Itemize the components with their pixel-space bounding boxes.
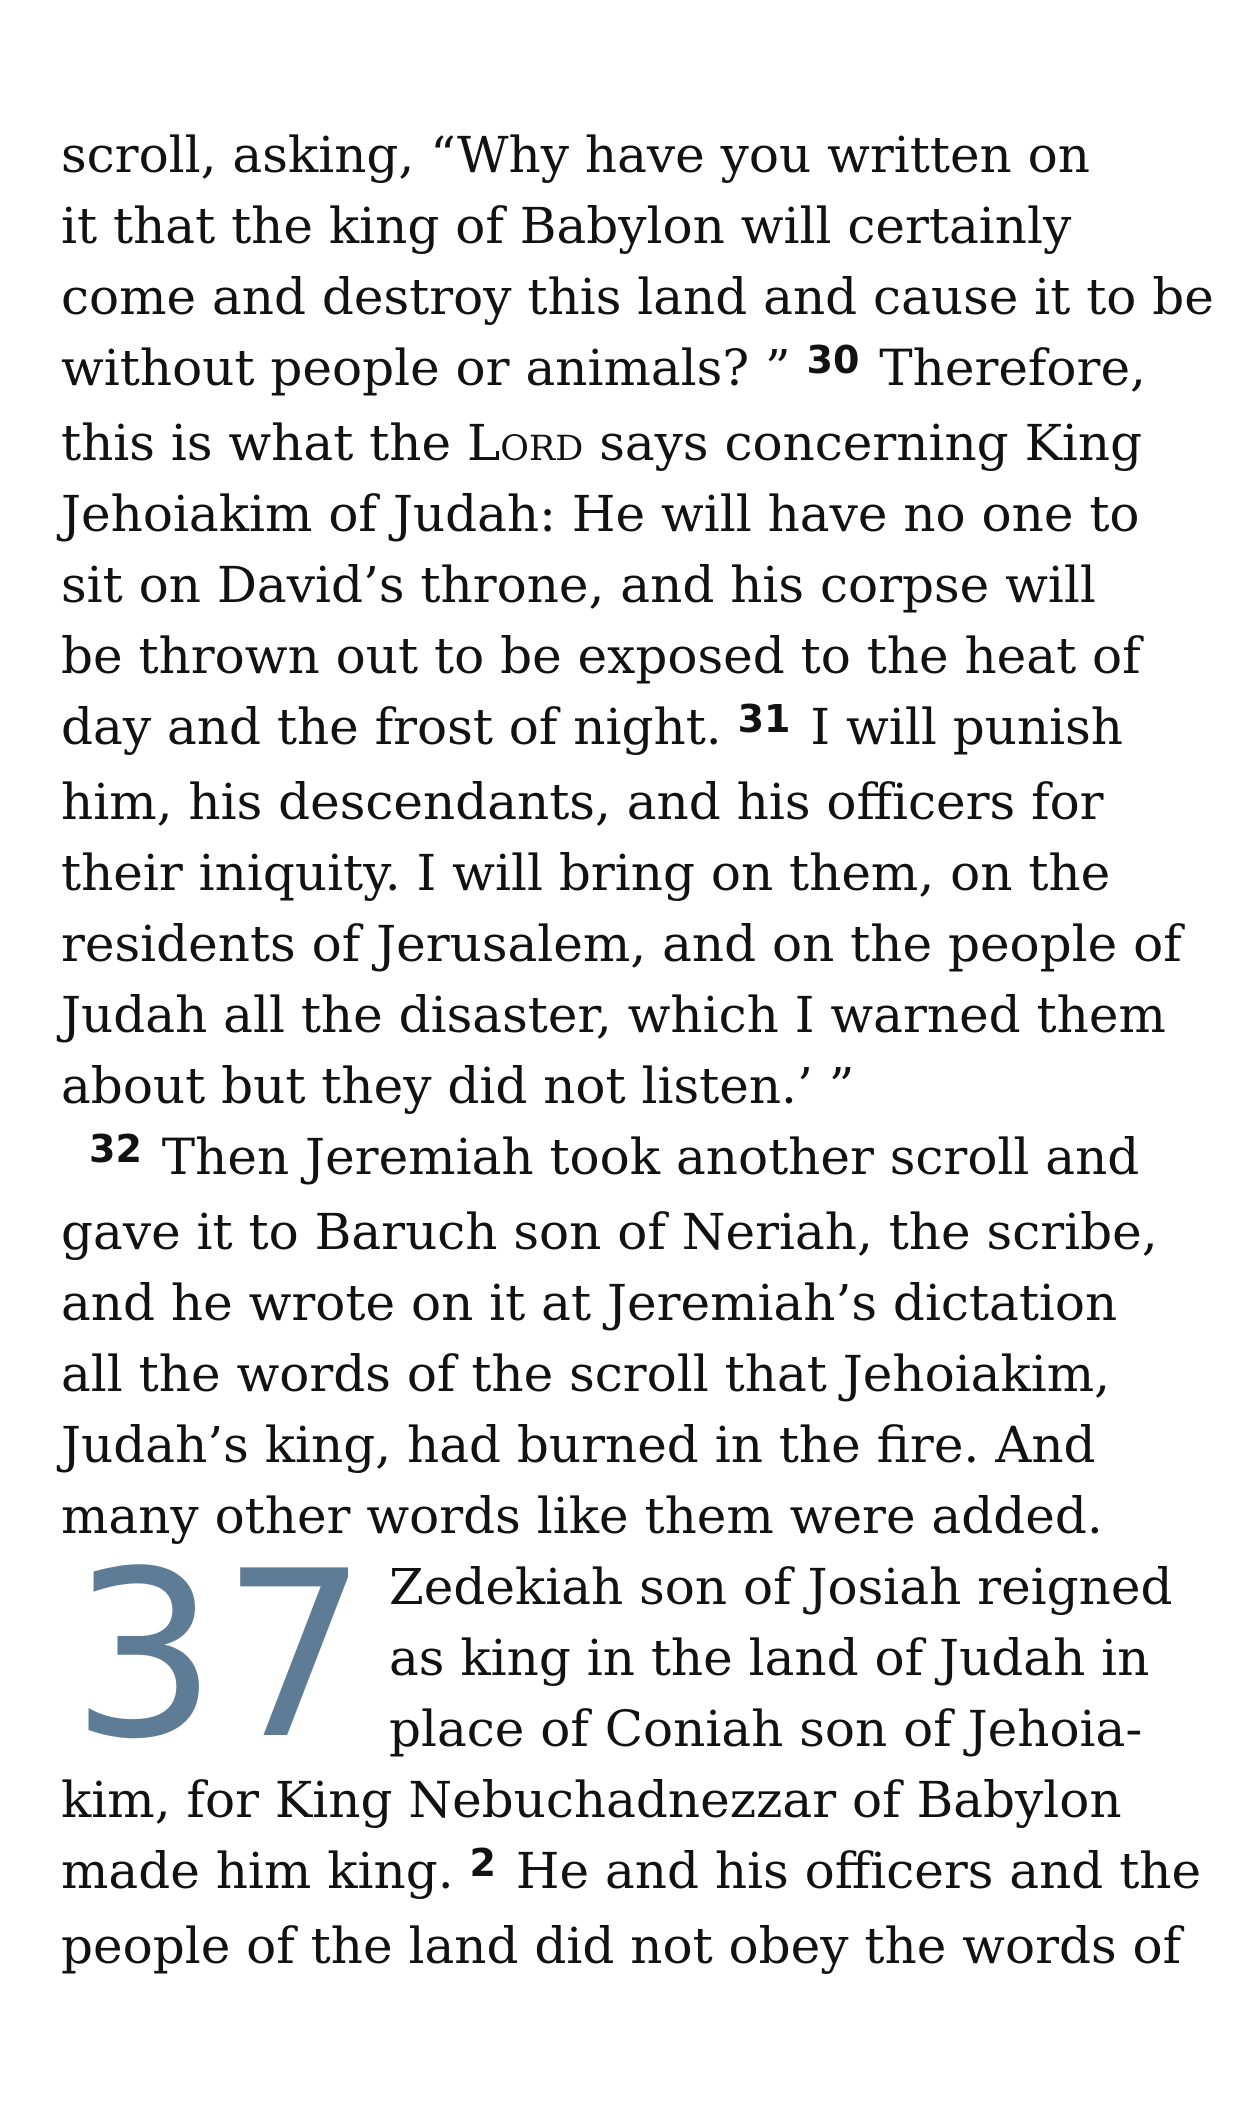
chapter-number[interactable]: 37 bbox=[71, 1523, 372, 1790]
text-segment: I will punish bbox=[810, 698, 1123, 756]
text-line: gave it to Baruch son of Neriah, the scribe, bbox=[61, 1203, 1158, 1261]
text-line: kim, for King Nebuchadnezzar of Babylon bbox=[61, 1771, 1122, 1829]
chapter-37-opening bbox=[61, 1523, 1211, 1790]
text-line: be thrown out to be exposed to the heat of bbox=[61, 627, 1141, 685]
text-line: as king in the land of Judah in bbox=[389, 1629, 1150, 1687]
text-line: come and destroy this land and cause it to be bbox=[61, 268, 1214, 326]
text-line: it that the king of Babylon will certainly bbox=[61, 197, 1072, 255]
text-line: residents of Jerusalem, and on the people of bbox=[61, 915, 1182, 973]
divine-name-lord: Lord bbox=[466, 414, 584, 472]
text-segment: He and his officers and the bbox=[515, 1842, 1202, 1900]
text-segment: without people or animals? ” bbox=[61, 339, 791, 397]
text-segment: day and the frost of night. bbox=[61, 698, 722, 756]
text-line: their iniquity. I will bring on them, on the bbox=[61, 844, 1111, 902]
text-segment: says concerning King bbox=[599, 414, 1143, 472]
verse-number-2[interactable]: 2 bbox=[469, 1841, 496, 1885]
verse-number-32[interactable]: 32 bbox=[89, 1127, 142, 1171]
text-line: and he wrote on it at Jeremiah’s dictation bbox=[61, 1274, 1118, 1332]
text-line: Judah all the disaster, which I warned them bbox=[61, 986, 1166, 1044]
text-line: many other words like them were added. bbox=[61, 1487, 1103, 1545]
text-line: scroll, asking, “Why have you written on bbox=[61, 126, 1090, 184]
verse-number-30[interactable]: 30 bbox=[806, 338, 860, 382]
text-line: him, his descendants, and his officers for bbox=[61, 773, 1104, 831]
chapter-opening-lines bbox=[389, 1552, 1172, 1765]
text-line: place of Coniah son of Jehoia- bbox=[389, 1700, 1143, 1758]
verse-number-31[interactable]: 31 bbox=[737, 697, 791, 741]
text-line bbox=[61, 1122, 1211, 1197]
text-line: people of the land did not obey the words of bbox=[61, 1917, 1182, 1975]
text-line bbox=[61, 408, 1211, 479]
text-line: Zedekiah son of Josiah reigned bbox=[389, 1558, 1173, 1616]
text-line bbox=[61, 1836, 1211, 1911]
text-line: Jehoiakim of Judah: He will have no one to bbox=[61, 485, 1140, 543]
text-segment: Therefore, bbox=[879, 339, 1146, 397]
text-line: sit on David’s throne, and his corpse will bbox=[61, 556, 1096, 614]
text-segment: made him king. bbox=[61, 1842, 454, 1900]
text-line bbox=[61, 333, 1211, 408]
text-line: Judah’s king, had burned in the fire. And bbox=[61, 1416, 1096, 1474]
text-line: about but they did not listen.’ ” bbox=[61, 1057, 855, 1115]
text-segment: this is what the bbox=[61, 414, 452, 472]
text-segment: Then Jeremiah took another scroll and bbox=[161, 1128, 1140, 1186]
scripture-text bbox=[61, 120, 1214, 1982]
text-line: all the words of the scroll that Jehoiakim, bbox=[61, 1345, 1111, 1403]
text-line bbox=[61, 692, 1211, 767]
